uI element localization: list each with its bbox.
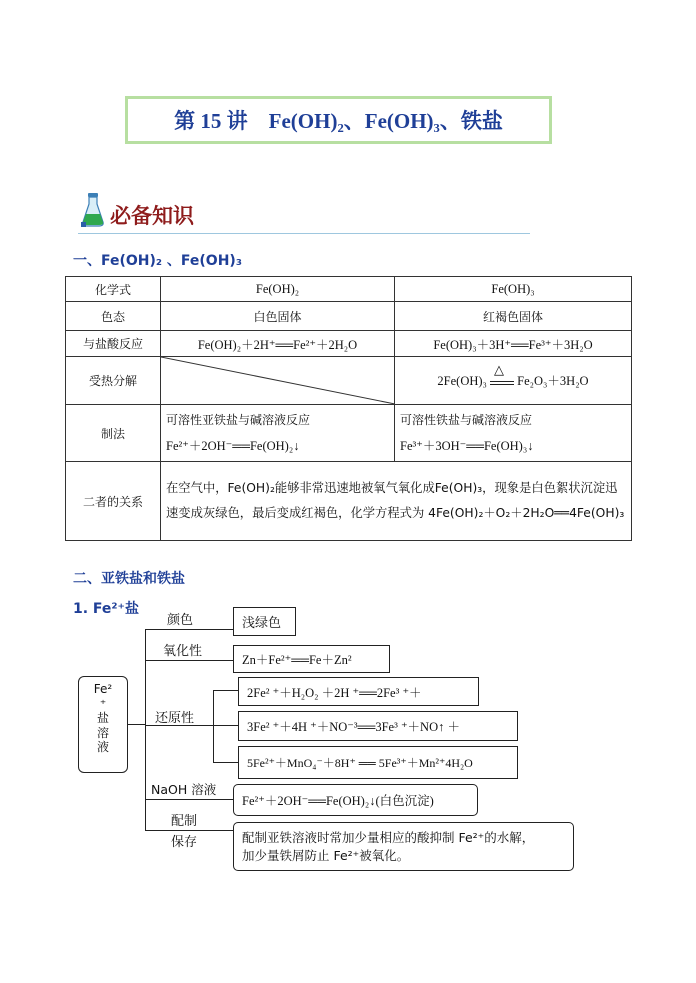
prep-note-line: 加少量铁屑防止 Fe²⁺被氧化。: [242, 847, 410, 863]
table-row: [66, 331, 632, 357]
connector: [128, 724, 145, 725]
reducing-equation-box-3: [238, 746, 518, 779]
root-line: 溶: [96, 725, 109, 740]
prep-note-line: 配制亚铁溶液时常加少量相应的酸抑制 Fe²⁺的水解，: [242, 829, 535, 845]
connector: [145, 799, 233, 800]
section-divider: [78, 233, 530, 234]
connector: [145, 629, 233, 630]
branch-label-reducing: 还原性: [155, 711, 195, 726]
table-cell: Fe(OH)₃＋3H⁺══Fe³⁺＋3H₂O: [395, 331, 632, 357]
connector: [213, 725, 238, 726]
table-row: [66, 302, 632, 331]
root-line: ⁺: [99, 696, 107, 711]
connector: [145, 660, 233, 661]
prep-equation: Fe²⁺＋2OH⁻══Fe(OH)₂↓: [166, 439, 300, 453]
header-cell: 化学式: [66, 277, 161, 302]
reducing-equation: 2Fe² ⁺＋H₂O₂ ＋2H ⁺══2Fe³ ⁺＋: [247, 685, 422, 700]
root-line: 液: [96, 740, 109, 754]
reducing-equation-box-1: [238, 677, 479, 706]
fe2-salt-heading: 1. Fe²⁺盐: [73, 601, 139, 617]
lesson-title-text: 第 15 讲 Fe(OH)₂、Fe(OH)₃、铁盐: [174, 109, 503, 133]
heat-symbol: △: [494, 361, 505, 377]
section-title: 必备知识: [110, 204, 194, 228]
branch-label-oxidizing: 氧化性: [163, 644, 203, 659]
naoh-equation: Fe²⁺＋2OH⁻══Fe(OH)₂↓(白色沉淀): [242, 794, 434, 808]
table-cell: 白色固体: [161, 302, 395, 331]
prep-equation: Fe³⁺＋3OH⁻══Fe(OH)₃↓: [400, 439, 534, 453]
color-value: 浅绿色: [242, 616, 282, 631]
naoh-equation-box: [233, 784, 478, 816]
header-cell: Fe(OH)₃: [395, 277, 632, 302]
branch-label-color: 颜色: [167, 613, 194, 628]
row-label: 受热分解: [66, 357, 161, 405]
row-label: 制法: [66, 405, 161, 462]
flask-icon: [80, 192, 106, 228]
root-line: Fe²: [93, 682, 113, 696]
table-cell: Fe(OH)₂＋2H⁺══Fe²⁺＋2H₂O: [161, 331, 395, 357]
lesson-title: [125, 96, 552, 144]
part1-heading: 一、Fe(OH)₂ 、Fe(OH)₃: [73, 253, 242, 269]
oxidizing-equation-box: [233, 645, 390, 673]
row-label: 二者的关系: [66, 462, 161, 541]
table-cell: [395, 357, 632, 405]
decomp-right: Fe₂O₃＋3H₂O: [517, 374, 589, 389]
reducing-equation: 5Fe²⁺＋MnO₄⁻＋8H⁺ ══ 5Fe³⁺＋Mn²⁺4H₂O: [247, 756, 473, 770]
heat-arrow: [490, 361, 514, 390]
reducing-equation-box-2: [238, 711, 518, 741]
diagonal-line: [161, 357, 395, 404]
branch-label-naoh: NaOH 溶液: [151, 782, 217, 797]
reducing-equation: 3Fe² ⁺＋4H ⁺＋NO⁻³══3Fe³ ⁺＋NO↑ ＋: [247, 720, 460, 734]
decomp-left: 2Fe(OH)₃: [437, 374, 487, 389]
table-row: [66, 405, 632, 462]
branch-label-prep: 配制: [171, 814, 198, 829]
row-label: 色态: [66, 302, 161, 331]
prep-desc: 可溶性亚铁盐与碱溶液反应: [166, 413, 311, 427]
table-row: [66, 357, 632, 405]
oxidizing-equation: Zn＋Fe²⁺══Fe＋Zn²: [242, 653, 352, 667]
table-cell: [395, 405, 632, 462]
header-cell: Fe(OH)₂: [161, 277, 395, 302]
branch-label-store: 保存: [171, 835, 198, 850]
prep-note-box: [233, 822, 574, 871]
table-header-row: [66, 277, 632, 302]
prep-desc: 可溶性铁盐与碱溶液反应: [400, 413, 533, 427]
table-cell: [161, 405, 395, 462]
connector: [213, 690, 238, 691]
root-line: 盐: [96, 711, 109, 725]
color-value-box: [233, 607, 296, 636]
relation-cell: 在空气中，Fe(OH)₂能够非常迅速地被氧气氧化成Fe(OH)₃，现象是白色絮状沉淀迅速变成灰绿色，最后变成红褐色，化学方程式为 4Fe(OH)₂＋O₂＋2H₂O══4Fe(OH)₃: [161, 462, 632, 541]
connector: [213, 762, 238, 763]
empty-diagonal-cell: [161, 357, 395, 405]
table-row: [66, 462, 632, 541]
properties-table: [65, 276, 632, 541]
part2-heading: 二、亚铁盐和铁盐: [73, 571, 185, 587]
row-label: 与盐酸反应: [66, 331, 161, 357]
table-cell: 红褐色固体: [395, 302, 632, 331]
root-node-fe2-solution: [78, 676, 128, 773]
